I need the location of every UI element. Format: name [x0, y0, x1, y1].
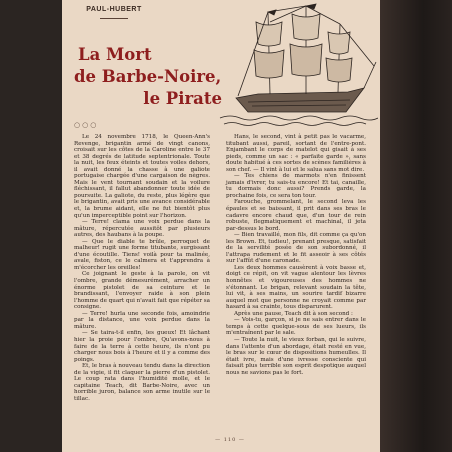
paragraph: — Tes chiens de marmots n'en finissent jamais d'ivrer, tu sais-tu encore! Et tai, canaille, tu dormais donc aussi? Prends garde, la prochaine fois, ce sera ton tour.: [226, 173, 366, 199]
paragraph: Hans, le second, vint à petit pas le vacarme, titubant aussi, pareil, sortant de l'entre-pont. Enjambant le corps de matelot qui gisait à ses pieds, comme un sac : « parfaite garde », sans doute habitué à ces sortes de scènes familières à son chef. — Il vint à lui et le salua sans mot dire.: [226, 134, 366, 173]
text-column-left: [74, 134, 210, 402]
section-ornament: ○○○: [74, 121, 99, 129]
paragraph: — Bien travaillé, mon fils, dit comme ça qu'on les Brown. Et, tudieu!, prenant presque, satisfait de la servilité posée de son subordonné, il l'attrapa rudement et le fit asseoir à ses côtés sur l'affût d'une caronade.: [226, 232, 366, 265]
paragraph: — Que le diable te brûle, perroquet de malheur! rugit une forme titubante, surgissant d'une écoutille. Tiens! voilà pour ta malinée, avale, fiston, ce le calmera et t'apprendra à m'écorcher les oreilles!: [74, 238, 210, 271]
paragraph: Ce joignant le geste à la parole, on vit l'ombre, grande démesurément, arracher un énorme pistolet de sa ceinture et le brandissant, l'envoyer raide à son plein l'homme de quart qui n'avait fait que répéter sa consigne.: [74, 271, 211, 311]
book-spine: [380, 0, 452, 452]
text-column-right: [226, 134, 366, 376]
author-name: PAUL-HUBERT: [86, 6, 142, 13]
title-line-3: le Pirate: [143, 89, 222, 108]
paragraph: Et, le bras à nouveau tendu dans la direction de la vigie, il fit claquer la pierre d'un pistolet. Le coup rata dans l'humidité molle, et le capitaine Teach, dit Barbe-Noire, avec un horrible juron, balance son arme inutile sur le tillac.: [74, 363, 210, 402]
page-number: — 110 —: [215, 437, 245, 443]
story-title: [74, 44, 222, 110]
title-line-2: de Barbe-Noire,: [74, 67, 222, 86]
paragraph: — Toute la nuit, le vieux forban, qui le suivre, dans l'attente d'un abordage, était resté en vue, le bras sur le cœur de dispositions humeulles. Il était ivre, mais d'une ivresse consciente qui faisait plus terrible son esprit despotique auquel nous ne savions pas le fort.: [226, 336, 366, 376]
sailing-ship-illustration: [218, 2, 378, 132]
paragraph: Les deux hommes causèrent à voix basse et, doigt ce répit, on vit vague alentour les lèvres honnêtes et vigoureuses des hommes ne s'étonnant. Le brigan, relevant soudain la tête, lui vit, à ses mains, un sourire tardif bizarre auquel mot que personne ne croyait comme par hasard à sa crainte, tous disparurent.: [226, 264, 366, 311]
paragraph: — Vois-tu, garçon, si je ne sais entrer dans le temps à cette quelque-sous de ses lueurs, ils m'entraînent par le sale.: [226, 317, 366, 337]
author-rule: [100, 18, 128, 19]
paragraph: Farouche, grommelant, le second leva les épaules et se baissant, il prit dans ses bras le cadavre encore chaud que, d'un tour de rein robuste, flegmatiquement et machinal, il jeta par-dessus le bord.: [226, 199, 366, 232]
paragraph: — Terre! clama une voix perdue dans la mâture, répercutée aussitôt par plusieurs autres, des haubans à la poupe.: [74, 219, 210, 239]
title-line-1: La Mort: [78, 45, 152, 64]
paragraph: Le 24 novembre 1718, le Queen-Ann's Revenge, brigantin armé de vingt canons, croisait sur les côtes de la Caroline entre le 37 et 38 degrés de latitude septentrionale. Toute la nuit, les feux éteints et toutes voiles dehors, il avait donné la chasse à une galiote portugaise chargée d'une cargaison de nègres. Mais le vent tournant soudain et la voilure fléchissant, il fallut abandonner toute idée de poursuite. La galiote, du reste, plus légère que le brigantin, avait pris une avance considérable et, la brume aidant, elle ne fut bientôt plus qu'un imperceptible point sur l'horizon.: [74, 134, 210, 219]
paragraph: Après une pause, Teach dit à son second :: [234, 310, 353, 317]
paragraph: — Terre! hurla une seconde fois, amoindrie par la distance, une voix perdue dans la mâture.: [74, 310, 210, 330]
paragraph: — Se taira-t-il enfin, les gueux! Et lâchant hier la proie pour l'ombre, Qu'avons-nous à faire de la terre à cette heure, ils n'ont pu charger nous bois à l'heure et il y a comme des poings.: [74, 330, 210, 363]
